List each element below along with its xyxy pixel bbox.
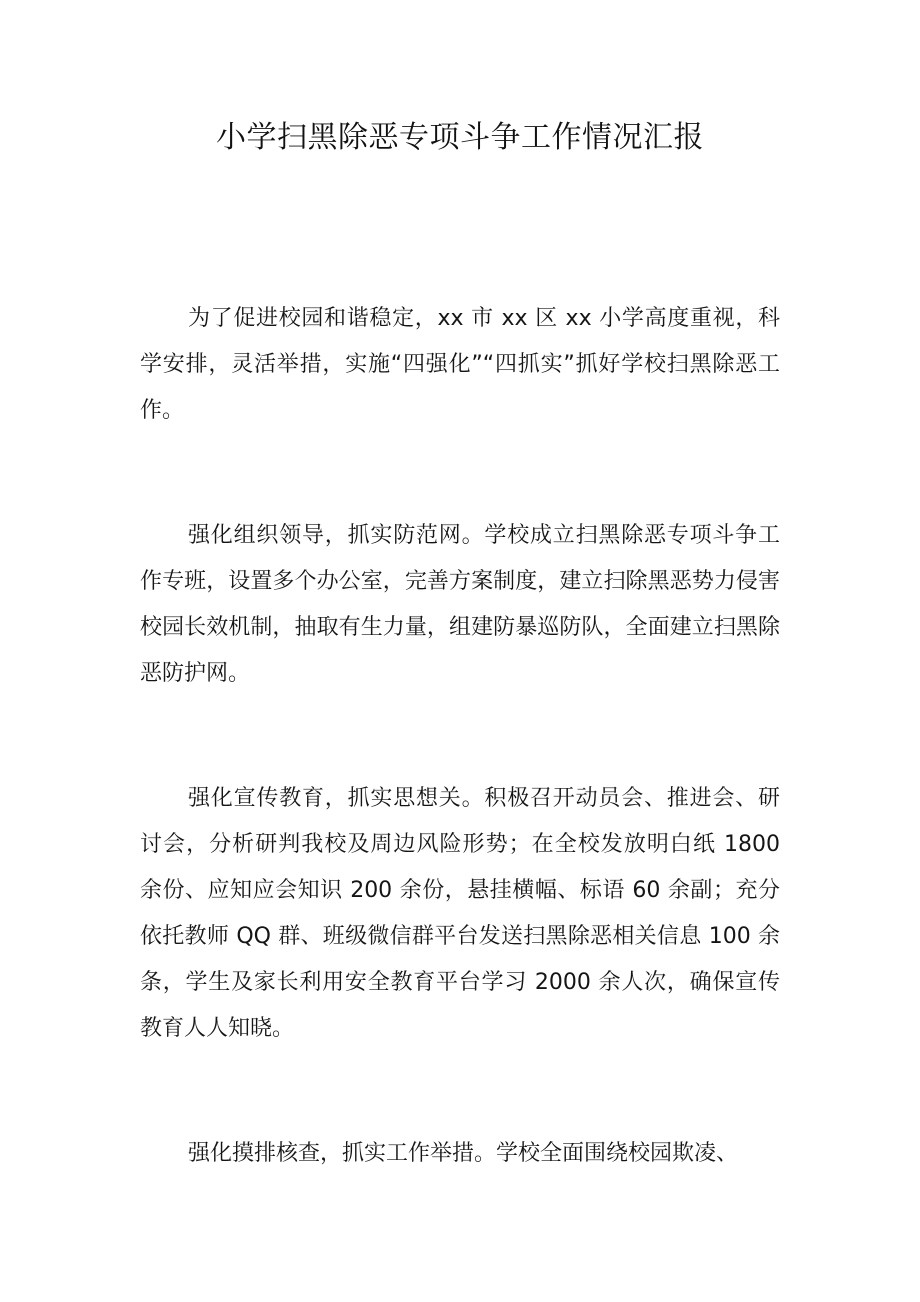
paragraph-investigation: 强化摸排核查，抓实工作举措。学校全面围绕校园欺凌、 bbox=[188, 1141, 739, 1166]
paragraph-publicity: 强化宣传教育，抓实思想关。积极召开动员会、推进会、研讨会，分析研判我校及周边风险形势；在全校发放明白纸 1800 余份、应知应会知识 200 余份，悬挂横幅、标语 60 余副；充分依托教师 QQ 群、班级微信群平台发送扫黑除恶相关信息 100 余条，学生及家长利用安全教育平台学习 2000 余人次，确保宣传教育人人知晓。 bbox=[140, 786, 780, 1041]
paragraph-organization: 强化组织领导，抓实防范网。学校成立扫黑除恶专项斗争工作专班，设置多个办公室，完善方案制度，建立扫除黑恶势力侵害校园长效机制，抽取有生力量，组建防暴巡防队，全面建立扫黑除恶防护网。 bbox=[140, 523, 780, 686]
document-title: 小学扫黑除恶专项斗争工作情况汇报 bbox=[216, 120, 704, 155]
paragraph-intro: 为了促进校园和谐稳定，xx 市 xx 区 xx 小学高度重视，科学安排，灵活举措，实施“四强化”“四抓实”抓好学校扫黑除恶工作。 bbox=[140, 306, 780, 423]
